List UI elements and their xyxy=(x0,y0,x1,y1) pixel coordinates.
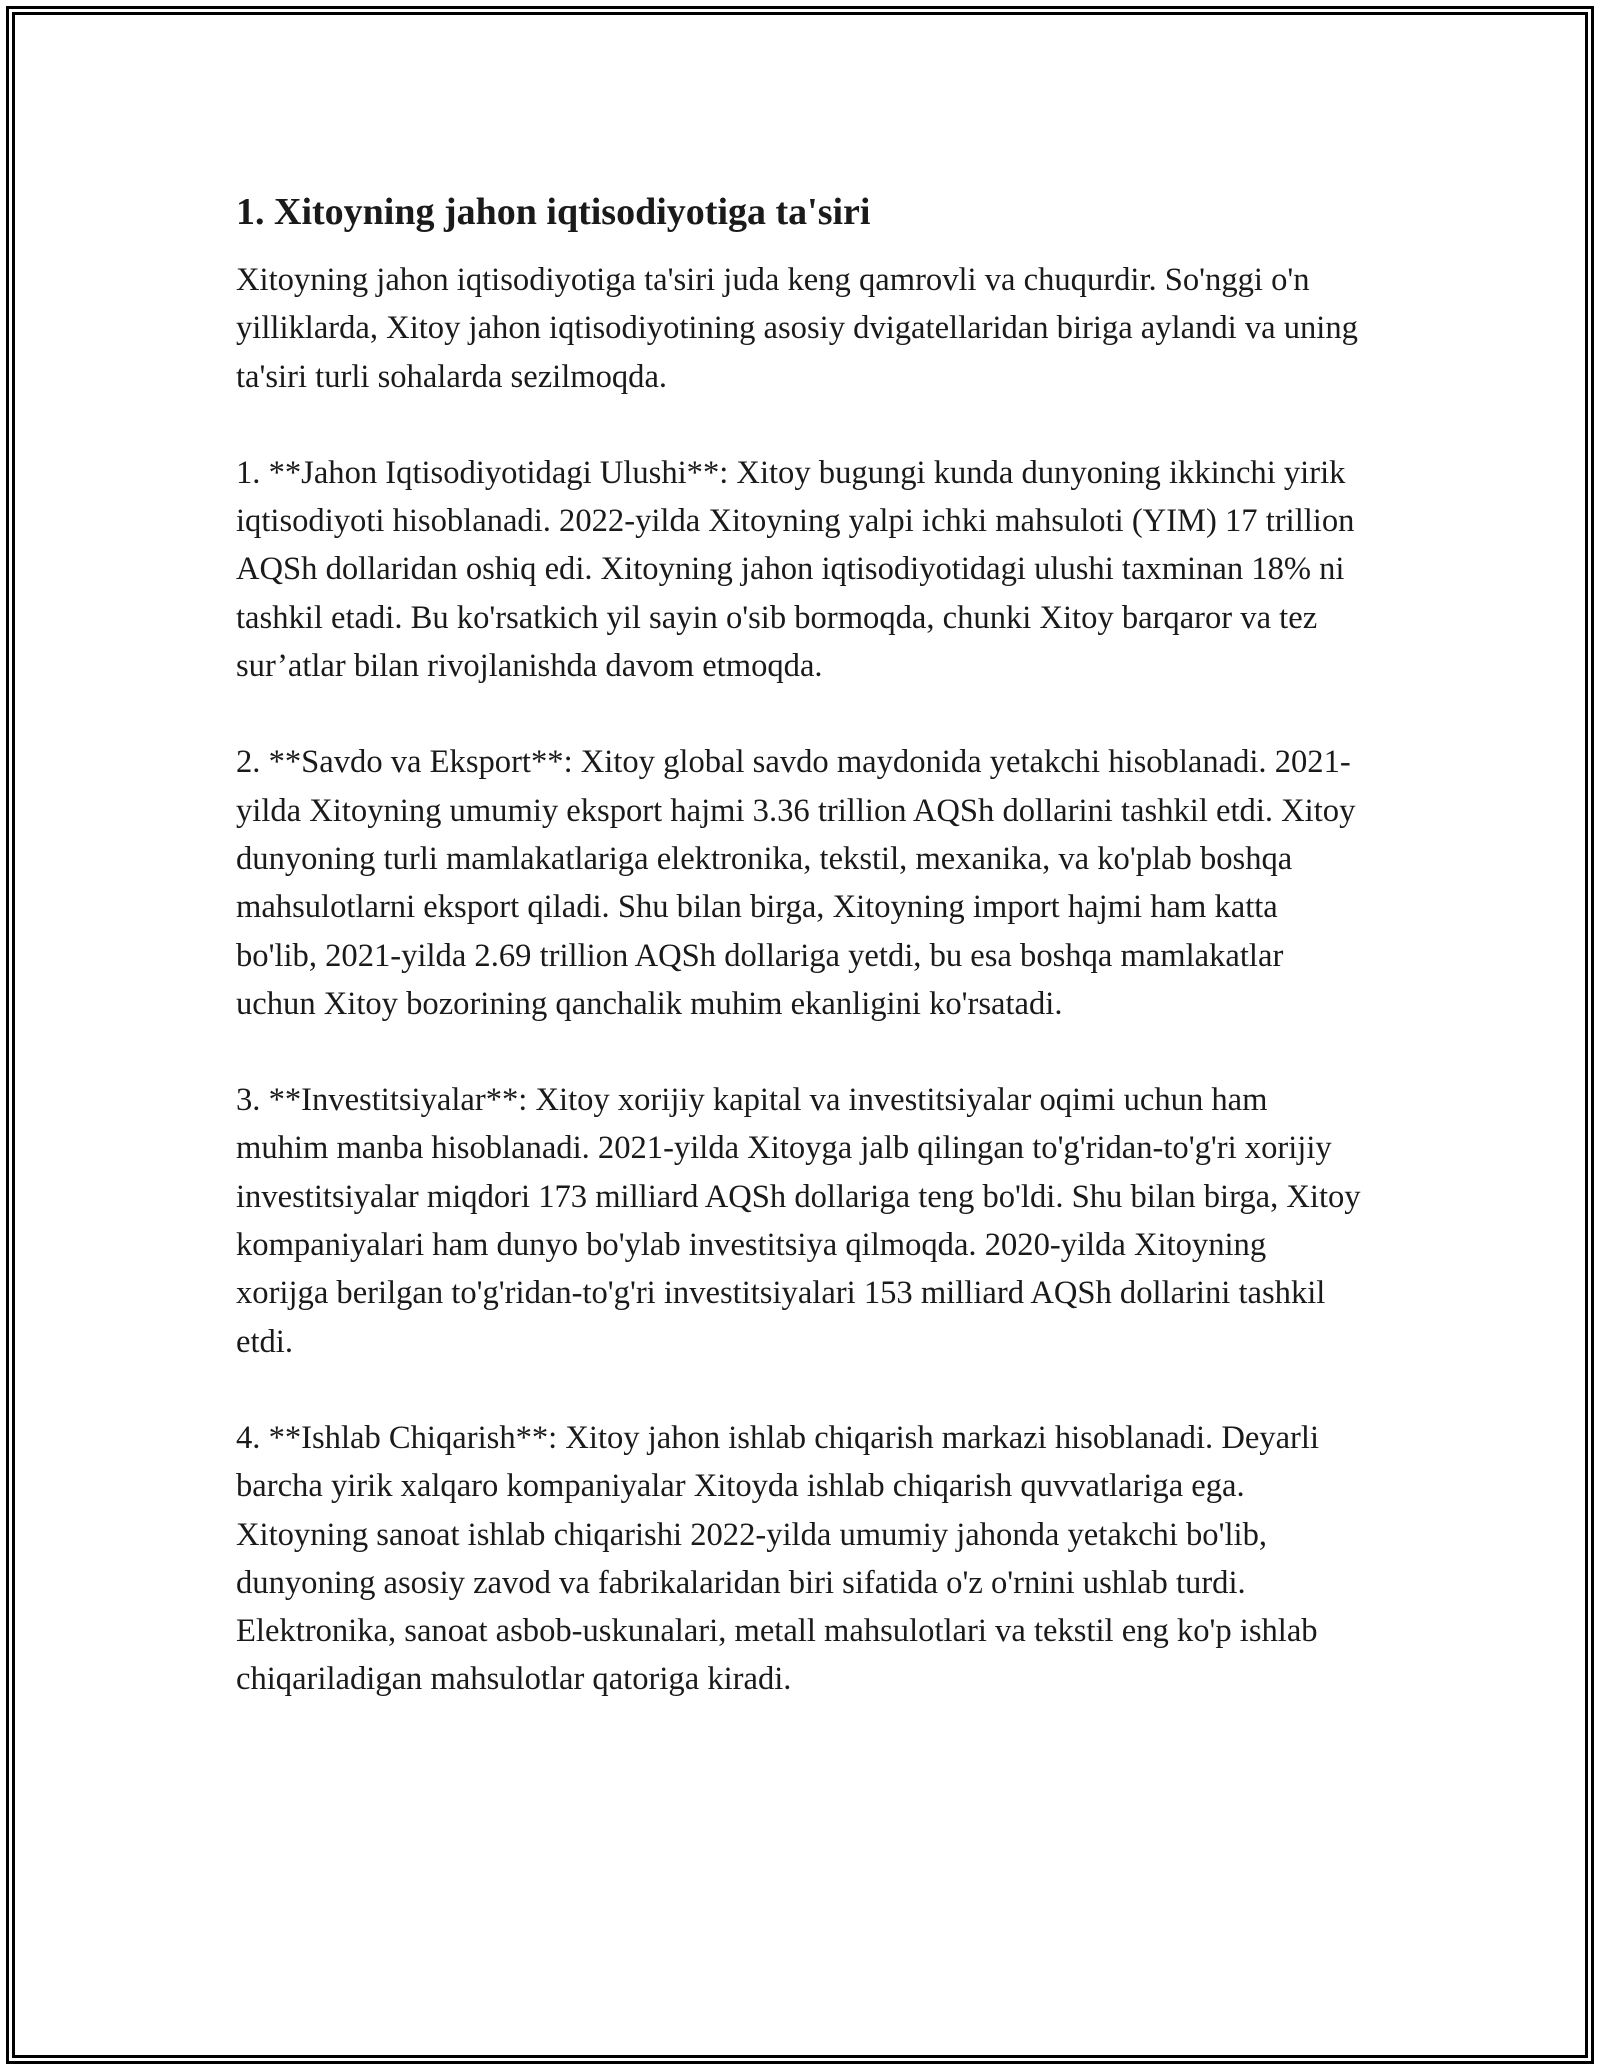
section-paragraph-trade-export: 2. **Savdo va Eksport**: Xitoy global savdo maydonida yetakchi hisoblanadi. 2021-yilda Xitoyning umumiy eksport hajmi 3.36 trillion AQSh dollarini tashkil etdi. Xitoy dunyoning turli mamlakatlariga elektronika, tekstil, mexanika, va ko'plab boshqa mahsulotlarni eksport qiladi. Shu bilan birga, Xitoyning import hajmi ham katta bo'lib, 2021-yilda 2.69 trillion AQSh dollariga yetdi, bu esa boshqa mamlakatlar uchun Xitoy bozorining qanchalik muhim ekanligini ko'rsatadi. xyxy=(236,744,1356,1022)
section-paragraph-manufacturing: 4. **Ishlab Chiqarish**: Xitoy jahon ishlab chiqarish markazi hisoblanadi. Deyarli barcha yirik xalqaro kompaniyalar Xitoyda ishlab chiqarish quvvatlariga ega. Xitoyning sanoat ishlab chiqarishi 2022-yilda umumiy jahonda yetakchi bo'lib, dunyoning asosiy zavod va fabrikalaridan biri sifatida o'z o'rnini ushlab turdi. Elektronika, sanoat asbob-uskunalari, metall mahsulotlari va tekstil eng ko'p ishlab chiqariladigan mahsulotlar qatoriga kiradi. xyxy=(236,1419,1320,1698)
section-paragraph-world-share: 1. **Jahon Iqtisodiyotidagi Ulushi**: Xitoy bugungi kunda dunyoning ikkinchi yirik iqtisodiyoti hisoblanadi. 2022-yilda Xitoyning yalpi ichki mahsuloti (YIM) 17 trillion AQSh dollaridan oshiq edi. Xitoyning jahon iqtisodiyotidagi ulushi taxminan 18% ni tashkil etadi. Bu ko'rsatkich yil sayin o'sib bormoqda, chunki Xitoy barqaror va tez sur’atlar bilan rivojlanishda davom etmoqda. xyxy=(236,454,1355,685)
intro-paragraph: Xitoyning jahon iqtisodiyotiga ta'siri juda keng qamrovli va chuqurdir. So'nggi o'n yilliklarda, Xitoy jahon iqtisodiyotining asosiy dvigatellaridan biriga aylandi va uning ta'siri turli sohalarda sezilmoqda. xyxy=(236,262,1358,395)
section-paragraph-investments: 3. **Investitsiyalar**: Xitoy xorijiy kapital va investitsiyalar oqimi uchun ham muhim manba hisoblanadi. 2021-yilda Xitoyga jalb qilingan to'g'ridan-to'g'ri xorijiy investitsiyalar miqdori 173 milliard AQSh dollariga teng bo'ldi. Shu bilan birga, Xitoy kompaniyalari ham dunyo bo'ylab investitsiya qilmoqda. 2020-yilda Xitoyning xorijga berilgan to'g'ridan-to'g'ri investitsiyalari 153 milliard AQSh dollarini tashkil etdi. xyxy=(236,1082,1361,1360)
document-title: 1. Xitoyning jahon iqtisodiyotiga ta'siri xyxy=(236,191,871,233)
document-body xyxy=(236,186,1366,1752)
